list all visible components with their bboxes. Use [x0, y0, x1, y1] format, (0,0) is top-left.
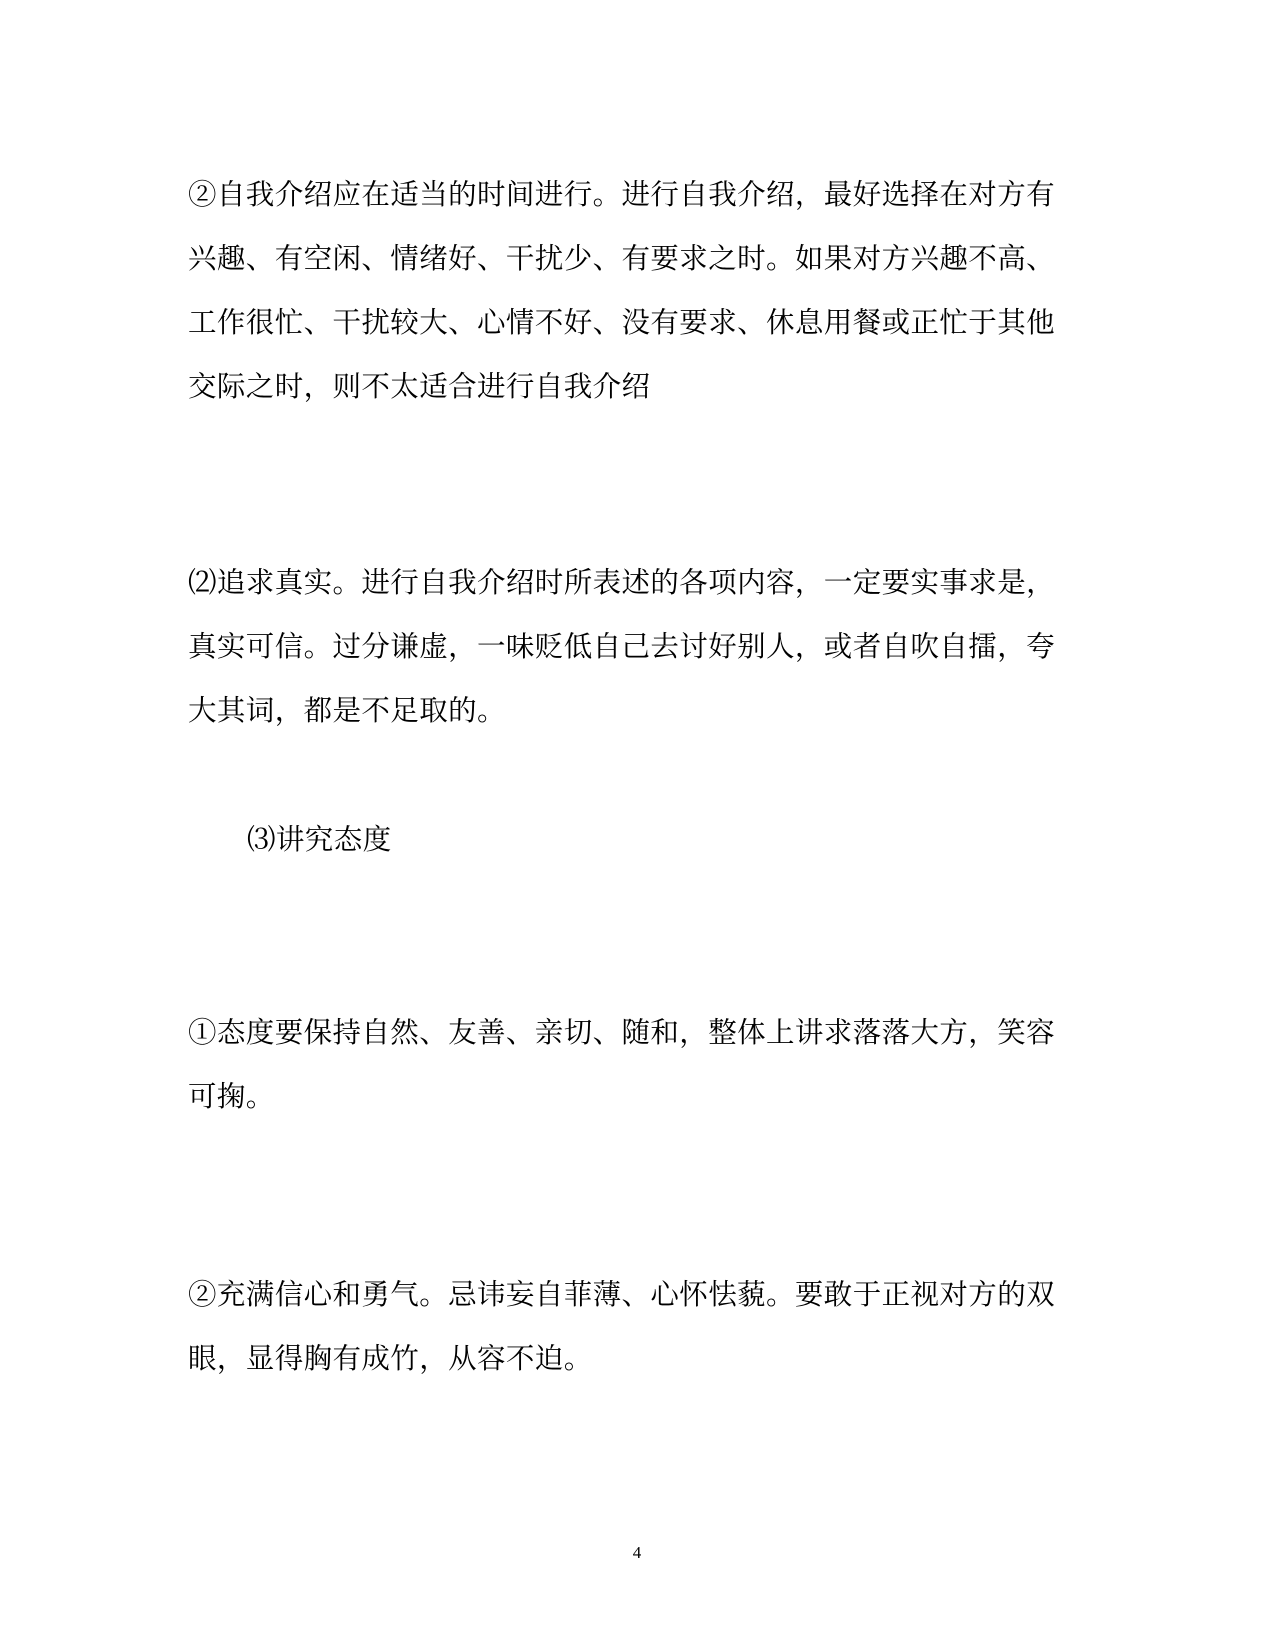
paragraph-truthfulness: ⑵追求真实。进行自我介绍时所表述的各项内容，一定要实事求是，真实可信。过分谦虚，一味贬低自己去讨好别人，或者自吹自擂，夸大其词，都是不足取的。 — [188, 566, 1056, 727]
paragraph-confidence: ②充满信心和勇气。忌讳妄自菲薄、心怀怯藐。要敢于正视对方的双眼，显得胸有成竹，从容不迫。 — [188, 1278, 1056, 1375]
paragraph-attitude-natural: ①态度要保持自然、友善、亲切、随和，整体上讲求落落大方，笑容可掬。 — [188, 1016, 1056, 1113]
section-heading-attitude: ⑶讲究态度 — [247, 823, 392, 856]
paragraph-timing: ②自我介绍应在适当的时间进行。进行自我介绍，最好选择在对方有兴趣、有空闲、情绪好、干扰少、有要求之时。如果对方兴趣不高、工作很忙、干扰较大、心情不好、没有要求、休息用餐或正忙于其他交际之时，则不太适合进行自我介绍 — [188, 178, 1056, 403]
page-number: 4 — [632, 1543, 642, 1562]
